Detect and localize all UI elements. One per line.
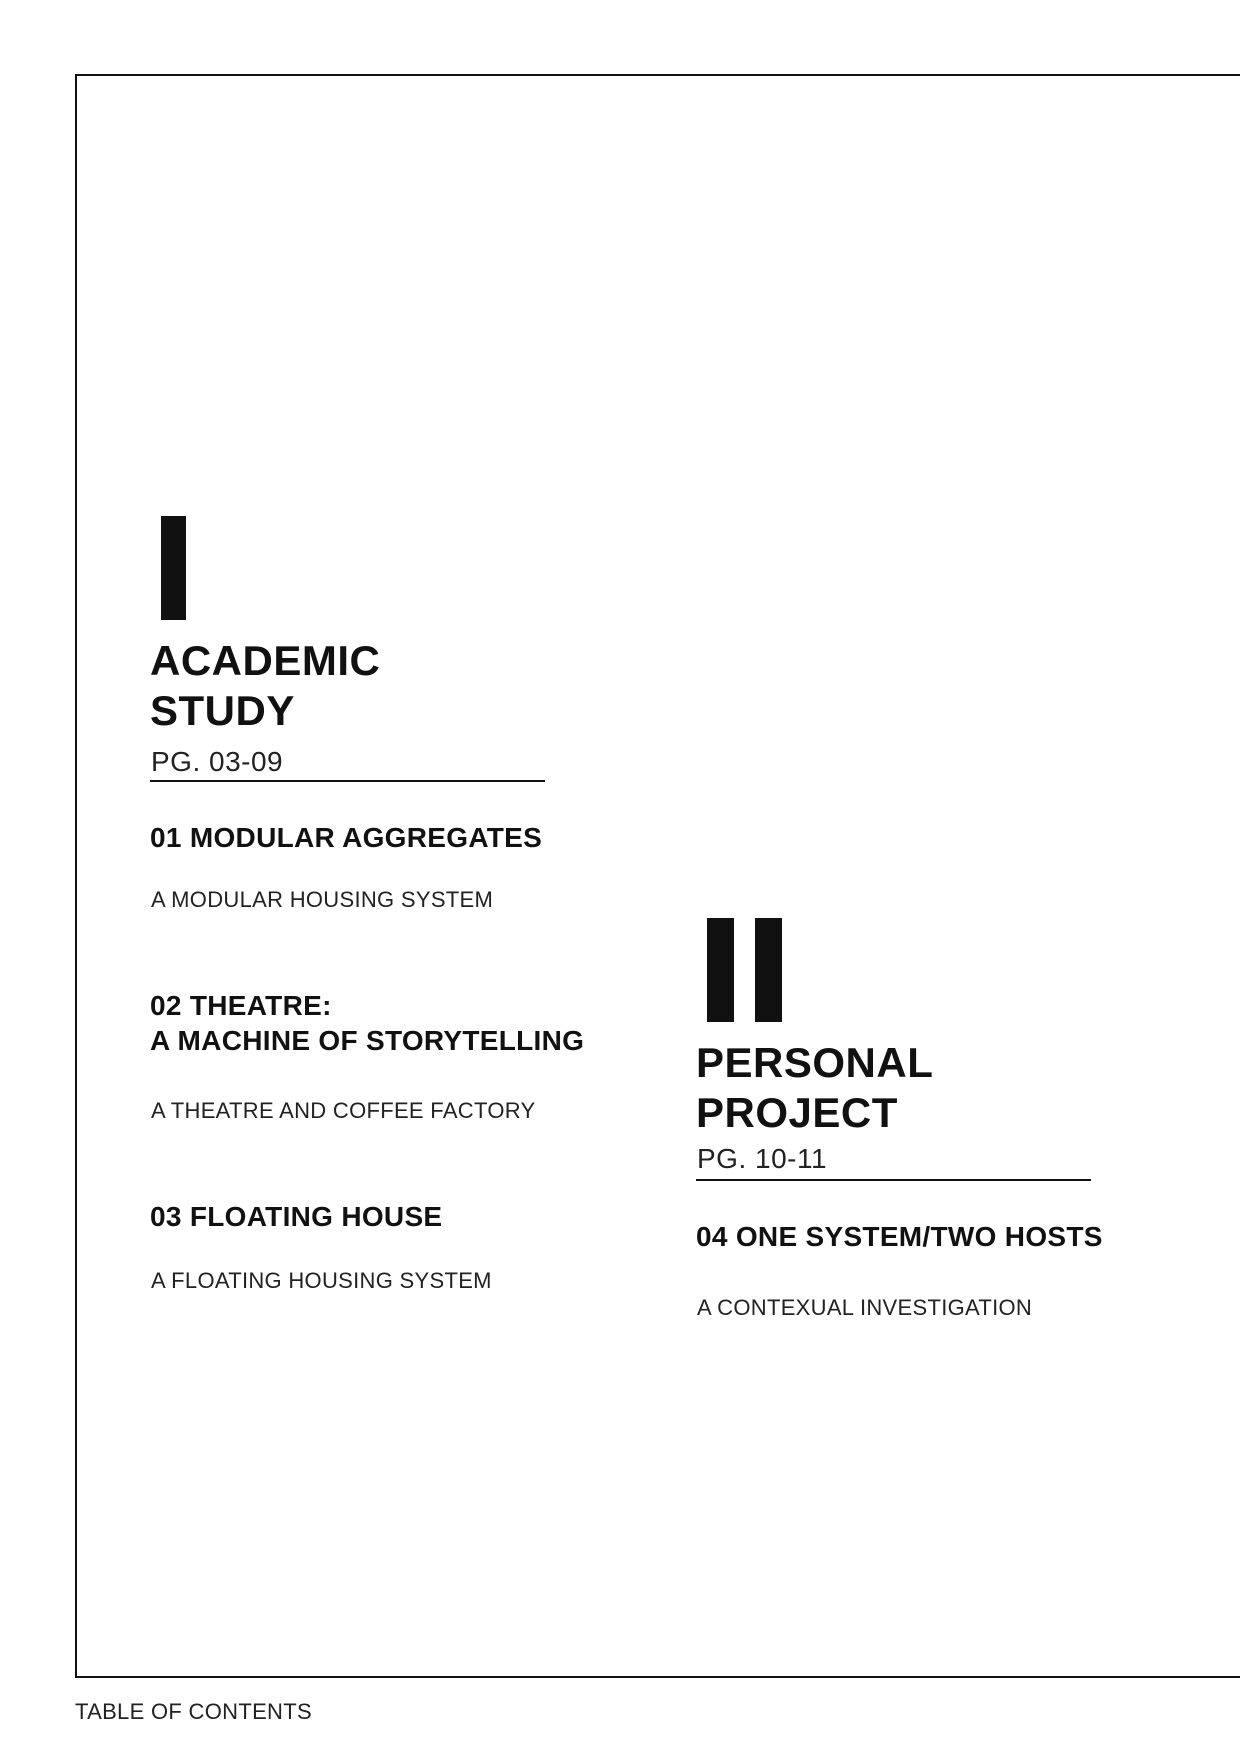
roman-numeral-two-left-bar — [707, 918, 734, 1022]
toc-entry-subtitle: A CONTEXUAL INVESTIGATION — [697, 1295, 1033, 1320]
section-title: PERSONAL PROJECT — [696, 1039, 934, 1136]
page-frame — [75, 74, 1240, 1678]
roman-numeral-two-right-bar — [755, 918, 782, 1022]
entry-name: THEATRE: A MACHINE OF STORYTELLING — [150, 990, 585, 1056]
section-pages: PG. 10-11 — [697, 1143, 828, 1174]
entry-number: 04 — [696, 1221, 728, 1252]
toc-entry-title — [696, 1219, 1103, 1254]
entry-name: FLOATING HOUSE — [189, 1201, 443, 1232]
entry-number: 02 — [150, 990, 182, 1021]
entry-name: ONE SYSTEM/TWO HOSTS — [735, 1221, 1103, 1252]
entry-number: 03 — [150, 1201, 182, 1232]
toc-entry-title — [150, 1199, 442, 1234]
section-title: ACADEMIC STUDY — [150, 637, 381, 734]
entry-name: MODULAR AGGREGATES — [189, 822, 543, 853]
toc-entry-title — [150, 820, 542, 855]
section-rule — [150, 780, 545, 782]
roman-numeral-one — [161, 516, 186, 620]
footer-label: TABLE OF CONTENTS — [75, 1699, 312, 1724]
entry-number: 01 — [150, 822, 182, 853]
toc-entry-subtitle: A MODULAR HOUSING SYSTEM — [151, 887, 494, 912]
toc-entry-subtitle: A THEATRE AND COFFEE FACTORY — [151, 1098, 536, 1123]
section-pages: PG. 03-09 — [151, 746, 284, 777]
section-rule — [696, 1179, 1091, 1181]
toc-entry-title — [150, 988, 584, 1058]
toc-entry-subtitle: A FLOATING HOUSING SYSTEM — [151, 1268, 492, 1293]
